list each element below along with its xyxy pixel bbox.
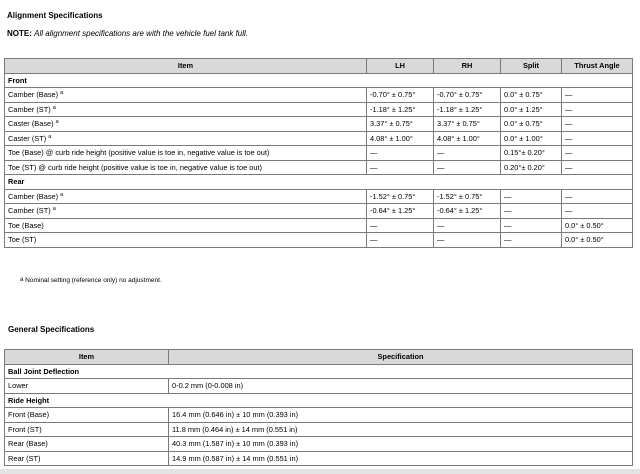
table-row xyxy=(5,379,633,394)
item-cell xyxy=(5,117,367,132)
item-cell xyxy=(5,102,367,117)
general-spec-table xyxy=(4,349,633,466)
table-row xyxy=(5,451,633,466)
item-name: Caster (Base) xyxy=(8,119,54,129)
item-name: Camber (ST) xyxy=(8,104,51,114)
rh-value: -1.18° ± 1.25° xyxy=(434,102,501,117)
lh-value: -0.70° ± 0.75° xyxy=(367,88,434,103)
item-cell xyxy=(5,88,367,103)
item-cell xyxy=(5,146,367,161)
header-item: Item xyxy=(5,59,367,74)
footnote xyxy=(20,277,162,284)
lh-value: -0.64° ± 1.25° xyxy=(367,204,434,219)
note-label: NOTE: xyxy=(7,29,32,38)
lh-value: — xyxy=(367,160,434,175)
table-header-row xyxy=(5,59,633,74)
specification-value: 16.4 mm (0.646 in) ± 10 mm (0.393 in) xyxy=(169,408,633,423)
section-heading: Rear xyxy=(5,175,633,190)
rh-value: — xyxy=(434,160,501,175)
specification-value: 14.9 mm (0.587 in) ± 14 mm (0.551 in) xyxy=(169,451,633,466)
footnote-ref: a xyxy=(52,104,56,111)
lh-value: -1.18° ± 1.25° xyxy=(367,102,434,117)
item-name: Camber (Base) xyxy=(8,90,59,100)
table-row xyxy=(5,88,633,103)
table-row xyxy=(5,204,633,219)
split-value: — xyxy=(501,218,562,233)
item-name: Front (Base) xyxy=(5,408,169,423)
rh-value: -0.70° ± 0.75° xyxy=(434,88,501,103)
item-name: Lower xyxy=(5,379,169,394)
rh-value: — xyxy=(434,146,501,161)
item-name: Toe (ST) @ curb ride height (positive value is toe in, negative value is toe out) xyxy=(8,162,262,172)
split-value: 0.0° ± 0.75° xyxy=(501,88,562,103)
item-cell xyxy=(5,218,367,233)
header-thrust-angle: Thrust Angle xyxy=(562,59,633,74)
rh-value: — xyxy=(434,233,501,248)
section-row xyxy=(5,393,633,408)
note-text: All alignment specifications are with the vehicle fuel tank full. xyxy=(34,29,249,38)
specification-value: 0-0.2 mm (0-0.008 in) xyxy=(169,379,633,394)
item-name: Camber (ST) xyxy=(8,206,51,216)
alignment-spec-table xyxy=(4,58,633,248)
split-value: — xyxy=(501,189,562,204)
section-heading: Front xyxy=(5,73,633,88)
item-name: Caster (ST) xyxy=(8,133,47,143)
item-name: Rear (Base) xyxy=(5,437,169,452)
thrust-angle-value: — xyxy=(562,131,633,146)
thrust-angle-value: 0.0° ± 0.50° xyxy=(562,218,633,233)
general-table-body xyxy=(5,364,633,466)
alignment-title: Alignment Specifications xyxy=(7,11,103,20)
table-header-row xyxy=(5,350,633,365)
specification-value: 11.8 mm (0.464 in) ± 14 mm (0.551 in) xyxy=(169,422,633,437)
footnote-mark: a xyxy=(20,277,24,283)
section-row xyxy=(5,175,633,190)
section-heading: Ride Height xyxy=(5,393,633,408)
lh-value: 4.08° ± 1.00° xyxy=(367,131,434,146)
split-value: — xyxy=(501,204,562,219)
item-cell xyxy=(5,233,367,248)
item-cell xyxy=(5,160,367,175)
lh-value: — xyxy=(367,233,434,248)
thrust-angle-value: — xyxy=(562,102,633,117)
table-row xyxy=(5,189,633,204)
section-row xyxy=(5,73,633,88)
rh-value: 3.37° ± 0.75° xyxy=(434,117,501,132)
thrust-angle-value: — xyxy=(562,117,633,132)
footnote-ref: a xyxy=(55,119,59,126)
thrust-angle-value: — xyxy=(562,204,633,219)
lh-value: 3.37° ± 0.75° xyxy=(367,117,434,132)
item-cell xyxy=(5,131,367,146)
rh-value: — xyxy=(434,218,501,233)
header-specification: Specification xyxy=(169,350,633,365)
footnote-ref: a xyxy=(60,191,64,198)
specification-value: 40.3 mm (1.587 in) ± 10 mm (0.393 in) xyxy=(169,437,633,452)
table-row xyxy=(5,117,633,132)
rh-value: -0.64° ± 1.25° xyxy=(434,204,501,219)
general-title: General Specifications xyxy=(8,325,95,334)
split-value: 0.0° ± 1.00° xyxy=(501,131,562,146)
lh-value: -1.52° ± 0.75° xyxy=(367,189,434,204)
footnote-ref: a xyxy=(52,206,56,213)
header-rh: RH xyxy=(434,59,501,74)
header-lh: LH xyxy=(367,59,434,74)
section-heading: Ball Joint Deflection xyxy=(5,364,633,379)
thrust-angle-value: — xyxy=(562,146,633,161)
header-item: Item xyxy=(5,350,169,365)
table-row xyxy=(5,422,633,437)
rh-value: 4.08° ± 1.00° xyxy=(434,131,501,146)
item-name: Toe (Base) xyxy=(8,220,44,230)
alignment-note xyxy=(7,29,248,38)
table-row xyxy=(5,131,633,146)
split-value: 0.0° ± 0.75° xyxy=(501,117,562,132)
split-value: 0.15°± 0.20° xyxy=(501,146,562,161)
split-value: — xyxy=(501,233,562,248)
footnote-ref: a xyxy=(48,133,52,140)
thrust-angle-value: — xyxy=(562,189,633,204)
alignment-table-body xyxy=(5,73,633,247)
thrust-angle-value: — xyxy=(562,88,633,103)
footnote-text: Nominal setting (reference only) no adjustment. xyxy=(25,277,162,284)
table-row xyxy=(5,102,633,117)
rh-value: -1.52° ± 0.75° xyxy=(434,189,501,204)
thrust-angle-value: — xyxy=(562,160,633,175)
header-split: Split xyxy=(501,59,562,74)
item-name: Front (ST) xyxy=(5,422,169,437)
item-cell xyxy=(5,189,367,204)
table-row xyxy=(5,160,633,175)
lh-value: — xyxy=(367,218,434,233)
bottom-divider xyxy=(0,469,640,474)
table-row xyxy=(5,408,633,423)
item-name: Toe (Base) @ curb ride height (positive value is toe in, negative value is toe out) xyxy=(8,148,270,158)
table-row xyxy=(5,146,633,161)
footnote-ref: a xyxy=(60,90,64,97)
table-row xyxy=(5,233,633,248)
item-name: Rear (ST) xyxy=(5,451,169,466)
split-value: 0.20°± 0.20° xyxy=(501,160,562,175)
thrust-angle-value: 0.0° ± 0.50° xyxy=(562,233,633,248)
section-row xyxy=(5,364,633,379)
item-name: Camber (Base) xyxy=(8,191,59,201)
table-row xyxy=(5,218,633,233)
split-value: 0.0° ± 1.25° xyxy=(501,102,562,117)
item-cell xyxy=(5,204,367,219)
item-name: Toe (ST) xyxy=(8,235,37,245)
table-row xyxy=(5,437,633,452)
lh-value: — xyxy=(367,146,434,161)
